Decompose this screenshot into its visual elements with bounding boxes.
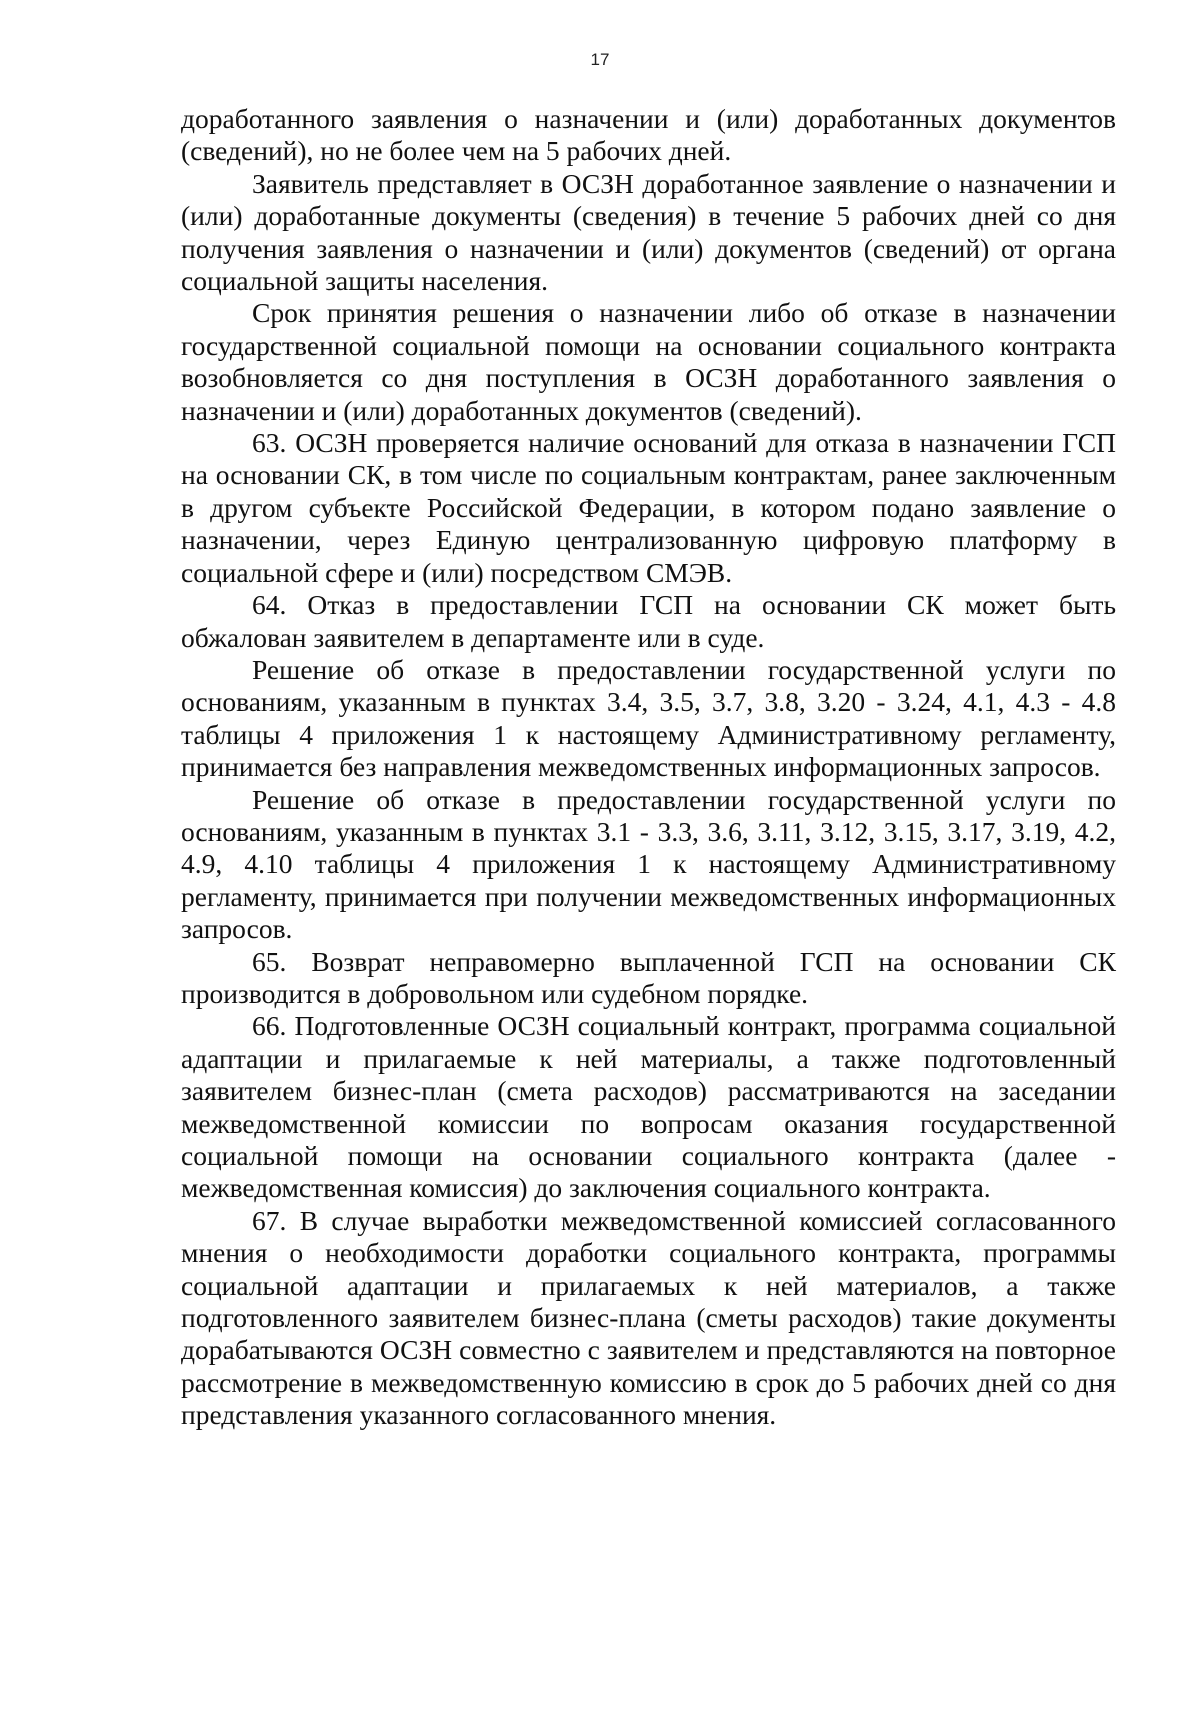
paragraph-resubmission-deadline: Заявитель представляет в ОСЗН доработанное заявление о назначении и (или) доработанные документы (сведения) в течение 5 рабочих дней со дня получения заявления о назначении и (или) документов (сведений) от органа социальной защиты населения. [181,167,1116,297]
paragraph-refusal-with-requests: Решение об отказе в предоставлении государственной услуги по основаниям, указанным в пунктах 3.1 - 3.3, 3.6, 3.11, 3.12, 3.15, 3.17, 3.19, 4.2, 4.9, 4.10 таблицы 4 приложения 1 к настоящему Административному регламенту, принимается при получении межведомственных информационных запросов. [181,783,1116,945]
paragraph-item-63: 63. ОСЗН проверяется наличие оснований для отказа в назначении ГСП на основании СК, в том числе по социальным контрактам, ранее заключенным в другом субъекте Российской Федерации, в котором подано заявление о назначении, через Единую централизованную цифровую платформу в социальной сфере и (или) посредством СМЭВ. [181,427,1116,588]
document-body [181,103,1116,1432]
paragraph-item-67: 67. В случае выработки межведомственной комиссией согласованного мнения о необходимости доработки социального контракта, программы социальной адаптации и прилагаемых к ней материалов, а также подготовленного заявителем бизнес-плана (сметы расходов) такие документы дорабатываются ОСЗН совместно с заявителем и представляются на повторное рассмотрение в межведомственную комиссию в срок до 5 рабочих дней со дня представления указанного согласованного мнения. [181,1204,1116,1431]
page-number: 17 [590,50,610,69]
paragraph-decision-term-resumed: Срок принятия решения о назначении либо об отказе в назначении государственной социальной помощи на основании социального контракта возобновляется со дня поступления в ОСЗН доработанного заявления о назначении и (или) доработанных документов (сведений). [181,297,1116,426]
paragraph-continuation: доработанного заявления о назначении и (или) доработанных документов (сведений), но не более чем на 5 рабочих дней. [181,103,1116,167]
paragraph-refusal-without-requests: Решение об отказе в предоставлении государственной услуги по основаниям, указанным в пунктах 3.4, 3.5, 3.7, 3.8, 3.20 - 3.24, 4.1, 4.3 - 4.8 таблицы 4 приложения 1 к настоящему Административному регламенту, принимается без направления межведомственных информационных запросов. [181,653,1116,783]
paragraph-item-66: 66. Подготовленные ОСЗН социальный контракт, программа социальной адаптации и прилагаемые к ней материалы, а также подготовленный заявителем бизнес-план (смета расходов) рассматриваются на заседании межведомственной комиссии по вопросам оказания государственной социальной помощи на основании социального контракта (далее - межведомственная комиссия) до заключения социального контракта. [181,1010,1116,1204]
paragraph-item-64: 64. Отказ в предоставлении ГСП на основании СК может быть обжалован заявителем в департаменте или в суде. [181,589,1116,653]
paragraph-item-65: 65. Возврат неправомерно выплаченной ГСП на основании СК производится в добровольном или судебном порядке. [181,945,1116,1009]
